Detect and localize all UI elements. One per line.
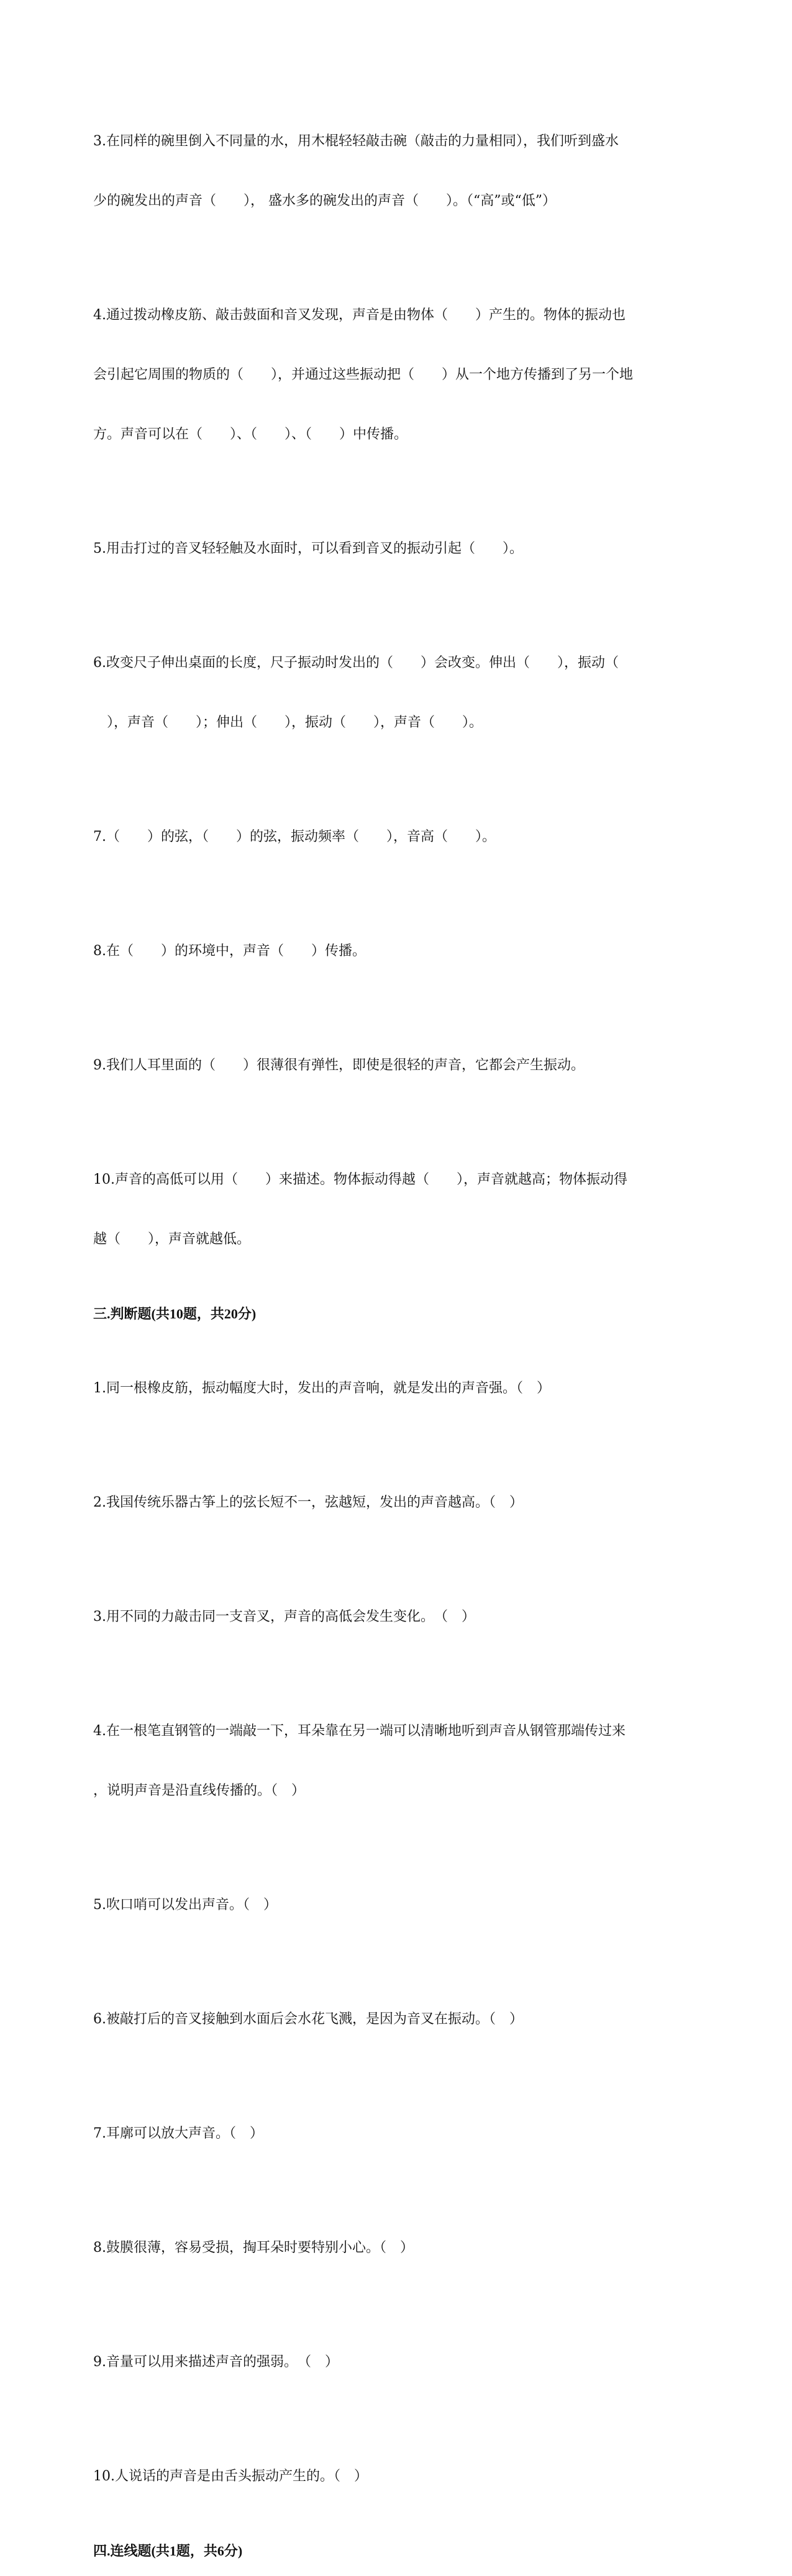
judge-question-9 bbox=[93, 2313, 702, 2412]
question-4 bbox=[93, 266, 702, 484]
fill-blank-section bbox=[93, 92, 702, 1289]
judge-question-1 bbox=[93, 1339, 702, 1438]
question-7 bbox=[93, 787, 702, 887]
question-9 bbox=[93, 1016, 702, 1115]
judge-question-3 bbox=[93, 1567, 702, 1667]
question-5 bbox=[93, 499, 702, 599]
question-line: 7.耳廓可以放大声音。（ ） bbox=[93, 2126, 263, 2141]
judge-question-7 bbox=[93, 2084, 702, 2184]
question-line: 10.人说话的声音是由舌头振动产生的。（ ） bbox=[93, 2469, 368, 2484]
question-line: 5.吹口哨可以发出声音。（ ） bbox=[93, 1897, 277, 1913]
judge-question-5 bbox=[93, 1856, 702, 1955]
question-line: 8.鼓膜很薄，容易受损，掏耳朵时要特别小心。（ ） bbox=[93, 2240, 414, 2256]
question-line: 6.被敲打后的音叉接触到水面后会水花飞溅，是因为音叉在振动。（ ） bbox=[93, 2011, 523, 2027]
question-line: 会引起它周围的物质的（ ），并通过这些振动把（ ）从一个地方传播到了另一个地 bbox=[93, 367, 634, 383]
judge-question-10 bbox=[93, 2427, 702, 2526]
question-8 bbox=[93, 902, 702, 1001]
question-line: 9.我们人耳里面的（ ）很薄很有弹性，即使是很轻的声音，它都会产生振动。 bbox=[93, 1058, 585, 1073]
question-line: 4.通过拨动橡皮筋、敲击鼓面和音叉发现，声音是由物体（ ）产生的。物体的振动也 bbox=[93, 307, 626, 323]
question-line: ，说明声音是沿直线传播的。（ ） bbox=[93, 1783, 306, 1798]
question-3 bbox=[93, 92, 702, 251]
question-line: 10.声音的高低可以用（ ）来描述。物体振动得越（ ），声音就越高；物体振动得 bbox=[93, 1172, 627, 1187]
question-line: 5.用击打过的音叉轻轻触及水面时，可以看到音叉的振动引起（ ）。 bbox=[93, 541, 523, 556]
question-line: 2.我国传统乐器古筝上的弦长短不一，弦越短，发出的声音越高。（ ） bbox=[93, 1495, 523, 1510]
judge-question-6 bbox=[93, 1970, 702, 2069]
judge-question-2 bbox=[93, 1453, 702, 1553]
judge-question-8 bbox=[93, 2198, 702, 2298]
question-line: 1.同一根橡皮筋，振动幅度大时，发出的声音响，就是发出的声音强。（ ） bbox=[93, 1381, 550, 1396]
judge-question-4 bbox=[93, 1682, 702, 1841]
section-heading-true-false: 三.判断题(共10题，共20分) bbox=[93, 1306, 257, 1322]
question-10 bbox=[93, 1130, 702, 1289]
question-6 bbox=[93, 614, 702, 773]
exam-page bbox=[93, 92, 702, 2576]
question-line: 3.用不同的力敲击同一支音叉，声音的高低会发生变化。 （ ） bbox=[93, 1609, 475, 1625]
question-line: 7.（ ）的弦，（ ）的弦，振动频率（ ），音高（ ）。 bbox=[93, 829, 496, 845]
question-line: 方。声音可以在（ ）、（ ）、（ ）中传播。 bbox=[93, 427, 408, 442]
question-line: 越（ ），声音就越低。 bbox=[93, 1231, 251, 1247]
question-line: 少的碗发出的声音（ ）， 盛水多的碗发出的声音（ ）。（“高”或“低”） bbox=[93, 193, 556, 209]
question-line: 4.在一根笔直钢管的一端敲一下，耳朵靠在另一端可以清晰地听到声音从钢管那端传过来 bbox=[93, 1723, 626, 1739]
true-false-section bbox=[93, 1339, 702, 2526]
question-line: 8.在（ ）的环境中，声音（ ）传播。 bbox=[93, 943, 366, 959]
question-line: ），声音（ ）；伸出（ ），振动（ ），声音（ ）。 bbox=[93, 715, 483, 730]
question-line: 9.音量可以用来描述声音的强弱。 （ ） bbox=[93, 2354, 339, 2370]
question-line: 3.在同样的碗里倒入不同量的水，用木棍轻轻敲击碗（敲击的力量相同），我们听到盛水 bbox=[93, 134, 619, 149]
question-line: 6.改变尺子伸出桌面的长度，尺子振动时发出的（ ）会改变。伸出（ ），振动（ bbox=[93, 655, 619, 671]
section-heading-matching: 四.连线题(共1题，共6分) bbox=[93, 2543, 243, 2559]
